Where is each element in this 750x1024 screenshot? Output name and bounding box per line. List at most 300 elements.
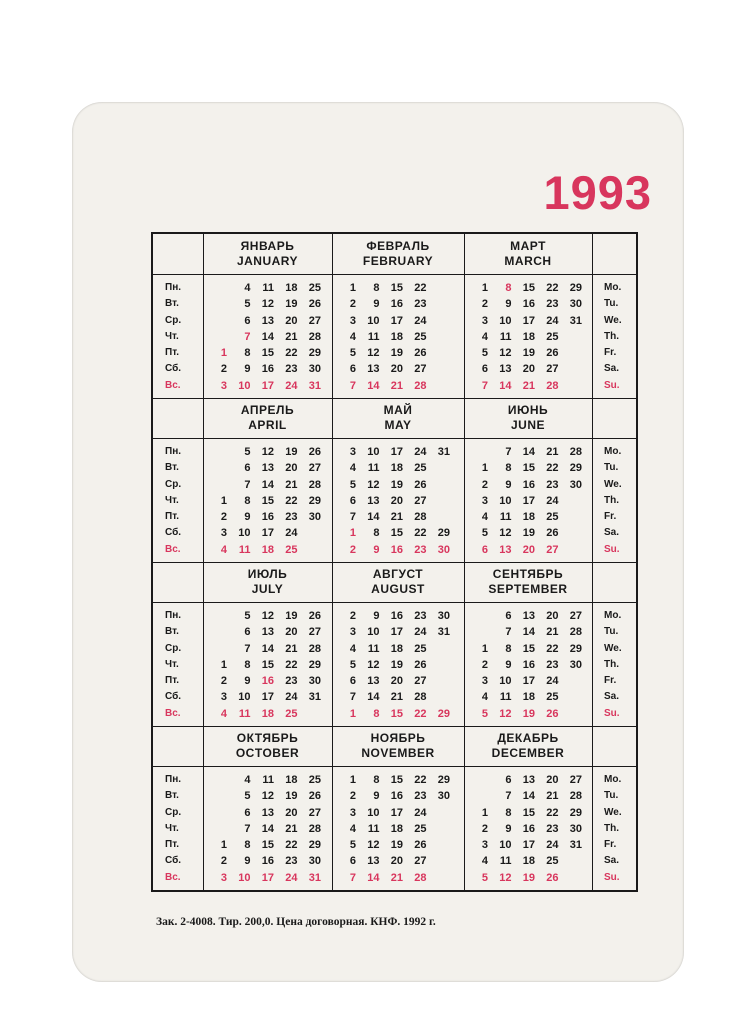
day-cell: 14 (522, 446, 535, 458)
month-name-en: AUGUST (371, 582, 425, 596)
day-cell: 4 (220, 707, 227, 720)
day-cell: 25 (285, 543, 298, 556)
day-cell (566, 329, 582, 345)
day-cell (434, 689, 450, 705)
week-column (235, 608, 251, 722)
day-cell (434, 657, 450, 673)
day-cell (434, 870, 450, 886)
grid-hline (153, 562, 636, 563)
day-cell: 26 (414, 478, 427, 491)
day-cell: 30 (569, 822, 582, 835)
day-cell: 7 (349, 379, 356, 392)
day-cell: 29 (437, 774, 450, 786)
day-cell (434, 460, 450, 476)
month-name-ru: ФЕВРАЛЬ (366, 239, 430, 253)
month-title (464, 731, 592, 761)
day-cell: 10 (238, 527, 251, 540)
day-cell: 26 (414, 839, 427, 852)
weekday-label: Вт. (165, 626, 179, 638)
day-cell: 25 (308, 282, 321, 294)
month-name-en: OCTOBER (235, 746, 300, 760)
weekday-label: Tu. (604, 626, 619, 638)
day-cell: 19 (522, 347, 535, 360)
day-cell: 22 (546, 462, 559, 475)
day-cell: 19 (522, 527, 535, 540)
day-cell: 10 (238, 871, 251, 884)
day-cell: 5 (244, 298, 251, 311)
day-cell: 14 (499, 379, 512, 392)
weekday-label: Пн. (165, 446, 182, 457)
weekday-label: Th. (604, 658, 619, 670)
week-column (211, 280, 227, 394)
day-cell: 18 (522, 855, 535, 868)
week-column (543, 608, 559, 722)
day-cell: 14 (522, 626, 535, 639)
day-cell: 1 (220, 658, 227, 671)
day-cell: 25 (308, 774, 321, 786)
day-cell: 9 (244, 855, 251, 868)
day-cell: 8 (373, 282, 380, 294)
day-cell: 24 (285, 871, 298, 884)
day-cell: 16 (390, 610, 403, 622)
month-title (464, 403, 592, 433)
day-cell: 11 (499, 511, 512, 524)
day-cell: 30 (308, 363, 321, 376)
day-cell: 2 (349, 790, 356, 803)
month-title (203, 239, 332, 269)
weekday-label: Tu. (604, 790, 619, 802)
day-cell: 17 (522, 839, 535, 852)
day-cell: 15 (390, 707, 403, 720)
day-cell: 2 (349, 610, 356, 622)
day-cell: 25 (546, 330, 559, 343)
day-cell: 21 (546, 446, 559, 458)
week-column (496, 280, 512, 394)
day-cell (434, 493, 450, 509)
month-name-en: JULY (251, 582, 284, 596)
day-cell: 9 (244, 511, 251, 524)
day-cell: 20 (285, 314, 298, 327)
day-cell: 21 (285, 330, 298, 343)
day-cell (566, 525, 582, 541)
day-cell: 10 (499, 839, 512, 852)
day-cell: 17 (522, 675, 535, 688)
day-cell: 22 (285, 658, 298, 671)
day-cell (566, 509, 582, 525)
day-cell (434, 641, 450, 657)
weekday-label: Вс. (165, 871, 181, 883)
day-cell: 3 (349, 626, 356, 639)
day-cell: 14 (367, 511, 380, 524)
day-cell: 11 (262, 774, 274, 786)
day-cell: 23 (546, 478, 559, 491)
weekday-label: Fr. (604, 839, 617, 851)
day-cell: 11 (367, 642, 380, 655)
day-cell: 7 (349, 691, 356, 704)
week-column (305, 772, 321, 886)
day-cell: 5 (349, 478, 356, 491)
day-cell (566, 853, 582, 869)
weekday-label: Чт. (165, 822, 179, 834)
day-cell: 3 (481, 839, 488, 852)
day-cell: 10 (367, 626, 380, 639)
grid-hline (153, 602, 636, 603)
day-cell: 9 (505, 658, 512, 671)
day-cell: 17 (390, 446, 403, 458)
day-cell: 22 (414, 774, 427, 786)
weekday-label: We. (604, 314, 622, 326)
day-cell: 30 (308, 675, 321, 688)
day-cell: 19 (522, 871, 535, 884)
grid-hline (153, 274, 636, 275)
day-cell (434, 329, 450, 345)
day-cell: 8 (244, 658, 251, 671)
week-column (211, 772, 227, 886)
week-column (211, 608, 227, 722)
day-cell: 14 (367, 691, 380, 704)
day-cell: 15 (522, 642, 535, 655)
day-cell: 10 (499, 494, 512, 507)
day-cell: 1 (220, 839, 227, 852)
day-cell: 17 (390, 626, 403, 639)
month-name-en: NOVEMBER (361, 746, 435, 760)
day-cell: 7 (505, 446, 512, 458)
day-cell: 24 (546, 494, 559, 507)
day-cell: 13 (499, 543, 512, 556)
weekday-labels-en (604, 608, 622, 722)
day-cell: 27 (414, 675, 427, 688)
day-cell: 16 (261, 675, 274, 688)
day-cell: 15 (261, 658, 274, 671)
weekday-label: Вт. (165, 462, 179, 474)
day-cell: 12 (367, 478, 380, 491)
day-cell: 31 (308, 379, 321, 392)
day-cell: 23 (414, 610, 427, 622)
weekday-label: We. (604, 478, 622, 490)
day-cell (211, 608, 227, 624)
week-column (434, 608, 450, 722)
weekday-label: Tu. (604, 462, 619, 474)
day-cell (211, 460, 227, 476)
day-cell: 22 (414, 282, 427, 294)
month-name-en: JUNE (510, 418, 545, 432)
day-cell (566, 345, 582, 361)
day-cell: 6 (505, 610, 512, 622)
day-cell: 24 (285, 379, 298, 392)
day-cell: 15 (390, 527, 403, 540)
week-column (258, 608, 274, 722)
day-cell: 25 (546, 855, 559, 868)
day-cell: 7 (244, 330, 251, 343)
week-column (258, 444, 274, 558)
weekday-label: Mo. (604, 610, 622, 621)
day-cell: 26 (308, 446, 321, 458)
weekday-label: Пт. (165, 511, 179, 523)
day-cell: 9 (505, 822, 512, 835)
day-cell: 10 (367, 446, 380, 458)
weekday-labels-en (604, 280, 622, 394)
week-column (434, 280, 450, 394)
day-cell: 23 (285, 675, 298, 688)
day-cell: 31 (308, 871, 321, 884)
day-cell: 24 (546, 314, 559, 327)
week-column (434, 444, 450, 558)
day-cell: 20 (285, 806, 298, 819)
day-cell: 10 (367, 314, 380, 327)
day-cell: 20 (285, 462, 298, 475)
week-column (434, 772, 450, 886)
day-cell: 6 (349, 675, 356, 688)
day-cell: 30 (308, 855, 321, 868)
day-cell: 7 (505, 790, 512, 803)
day-cell (211, 821, 227, 837)
weekday-label: Sa. (604, 691, 620, 703)
weekday-labels-ru (165, 444, 181, 558)
day-cell: 19 (522, 707, 535, 720)
day-cell: 1 (349, 527, 356, 540)
grid-hline (153, 438, 636, 439)
month-title (332, 403, 464, 433)
day-cell: 2 (349, 543, 356, 556)
day-cell: 27 (414, 855, 427, 868)
day-cell (434, 477, 450, 493)
day-cell: 1 (481, 806, 488, 819)
day-cell: 10 (367, 806, 380, 819)
day-cell: 9 (373, 790, 380, 803)
month-title (332, 239, 464, 269)
day-cell: 11 (238, 543, 251, 556)
weekday-label: Th. (604, 822, 619, 834)
day-cell (566, 493, 582, 509)
day-cell (566, 378, 582, 394)
day-cell: 8 (505, 642, 512, 655)
weekday-label: Mo. (604, 774, 622, 785)
day-cell: 28 (308, 478, 321, 491)
day-cell: 6 (244, 626, 251, 639)
day-cell: 18 (522, 511, 535, 524)
day-cell: 9 (373, 610, 380, 622)
day-cell: 27 (414, 363, 427, 376)
year-title: 1993 (543, 166, 652, 219)
day-cell: 7 (244, 822, 251, 835)
day-cell: 1 (349, 282, 356, 294)
day-cell: 29 (569, 282, 582, 294)
day-cell: 24 (285, 691, 298, 704)
day-cell: 14 (261, 478, 274, 491)
weekday-label: Сб. (165, 527, 182, 539)
week-column (472, 608, 488, 722)
month-name-en: SEPTEMBER (488, 582, 568, 596)
day-cell: 28 (414, 379, 427, 392)
day-cell: 31 (437, 626, 450, 639)
month-title (464, 567, 592, 597)
day-cell: 25 (414, 462, 427, 475)
day-cell: 16 (261, 855, 274, 868)
day-cell: 18 (522, 330, 535, 343)
day-cell: 24 (414, 446, 427, 458)
day-cell: 8 (505, 806, 512, 819)
day-cell: 24 (546, 839, 559, 852)
day-cell: 21 (390, 379, 403, 392)
day-cell: 9 (505, 298, 512, 311)
day-cell: 29 (437, 707, 450, 720)
day-cell: 21 (390, 691, 403, 704)
weekday-label: Сб. (165, 691, 182, 703)
day-cell: 2 (349, 298, 356, 311)
month-name-en: FEBRUARY (362, 254, 434, 268)
week-column (411, 608, 427, 722)
day-cell: 1 (220, 494, 227, 507)
day-cell: 5 (244, 610, 251, 622)
day-cell: 2 (220, 511, 227, 524)
day-cell: 16 (522, 822, 535, 835)
week-column (519, 772, 535, 886)
day-cell: 17 (522, 314, 535, 327)
day-cell (566, 673, 582, 689)
day-cell: 3 (349, 314, 356, 327)
day-cell: 20 (546, 774, 559, 786)
day-cell: 13 (261, 626, 274, 639)
day-cell (305, 706, 321, 722)
day-cell: 23 (285, 855, 298, 868)
day-cell: 5 (481, 871, 488, 884)
week-column (496, 608, 512, 722)
month-name-en: APRIL (248, 418, 287, 432)
day-cell: 15 (522, 462, 535, 475)
weekday-label: Mo. (604, 446, 622, 457)
day-cell: 8 (373, 707, 380, 720)
week-column (364, 608, 380, 722)
day-cell: 20 (522, 543, 535, 556)
day-cell: 28 (569, 446, 582, 458)
weekday-label: Пт. (165, 675, 179, 687)
day-cell: 13 (522, 774, 535, 786)
week-column (472, 280, 488, 394)
day-cell: 29 (308, 494, 321, 507)
weekday-label: Sa. (604, 527, 620, 539)
day-cell: 2 (220, 363, 227, 376)
weekday-label: We. (604, 806, 622, 818)
day-cell: 21 (390, 511, 403, 524)
day-cell: 11 (367, 330, 380, 343)
weekday-labels-en (604, 772, 622, 886)
day-cell: 16 (261, 511, 274, 524)
day-cell: 6 (481, 363, 488, 376)
week-column (258, 280, 274, 394)
day-cell: 11 (238, 707, 251, 720)
week-column (364, 772, 380, 886)
week-column (282, 772, 298, 886)
day-cell (434, 345, 450, 361)
day-cell: 26 (546, 527, 559, 540)
day-cell: 13 (367, 855, 380, 868)
weekday-labels-en (604, 444, 622, 558)
weekday-label: Ср. (165, 806, 182, 818)
day-cell: 13 (499, 363, 512, 376)
day-cell: 1 (481, 282, 488, 294)
day-cell: 21 (522, 379, 535, 392)
day-cell: 11 (499, 855, 512, 868)
week-column (496, 772, 512, 886)
week-column (340, 444, 356, 558)
day-cell: 1 (481, 462, 488, 475)
weekday-label: Пн. (165, 282, 182, 293)
day-cell: 14 (522, 790, 535, 803)
day-cell: 26 (414, 347, 427, 360)
month-name-ru: ИЮНЬ (507, 403, 549, 417)
week-column (566, 772, 582, 886)
day-cell: 16 (261, 363, 274, 376)
week-column (258, 772, 274, 886)
day-cell: 13 (261, 314, 274, 327)
day-cell: 2 (481, 822, 488, 835)
day-cell: 28 (569, 626, 582, 639)
day-cell: 31 (308, 691, 321, 704)
day-cell: 15 (261, 347, 274, 360)
day-cell (434, 313, 450, 329)
day-cell (211, 280, 227, 296)
weekday-label: We. (604, 642, 622, 654)
week-column (387, 772, 403, 886)
day-cell (472, 772, 488, 788)
month-name-en: MAY (384, 418, 412, 432)
day-cell: 1 (349, 774, 356, 786)
day-cell: 6 (244, 462, 251, 475)
day-cell: 7 (505, 626, 512, 639)
day-cell: 12 (261, 610, 274, 622)
day-cell: 25 (414, 822, 427, 835)
day-cell: 13 (261, 806, 274, 819)
day-cell: 15 (390, 282, 403, 294)
day-cell: 27 (546, 543, 559, 556)
day-cell: 20 (546, 610, 559, 622)
day-cell: 27 (546, 363, 559, 376)
day-cell: 12 (367, 658, 380, 671)
day-cell: 22 (285, 347, 298, 360)
day-cell: 19 (285, 446, 298, 458)
weekday-label: Ср. (165, 314, 182, 326)
month-title (203, 567, 332, 597)
week-column (282, 280, 298, 394)
day-cell: 29 (569, 462, 582, 475)
day-cell: 18 (261, 543, 274, 556)
day-cell: 7 (349, 871, 356, 884)
weekday-label: Fr. (604, 675, 617, 687)
month-name-ru: МАЙ (383, 403, 413, 417)
day-cell: 30 (569, 658, 582, 671)
week-column (282, 444, 298, 558)
day-cell: 7 (481, 379, 488, 392)
day-cell (211, 624, 227, 640)
day-cell: 17 (261, 691, 274, 704)
day-cell: 14 (261, 330, 274, 343)
day-cell: 19 (390, 347, 403, 360)
day-cell: 2 (481, 658, 488, 671)
day-cell (211, 296, 227, 312)
day-cell: 11 (499, 691, 512, 704)
weekday-label: Tu. (604, 298, 619, 310)
day-cell: 24 (546, 675, 559, 688)
month-name-ru: СЕНТЯБРЬ (492, 567, 564, 581)
day-cell: 2 (481, 478, 488, 491)
day-cell: 30 (308, 511, 321, 524)
day-cell: 17 (390, 314, 403, 327)
day-cell: 22 (414, 527, 427, 540)
week-column (472, 772, 488, 886)
week-column (411, 772, 427, 886)
day-cell: 8 (244, 839, 251, 852)
month-name-ru: АВГУСТ (372, 567, 424, 581)
